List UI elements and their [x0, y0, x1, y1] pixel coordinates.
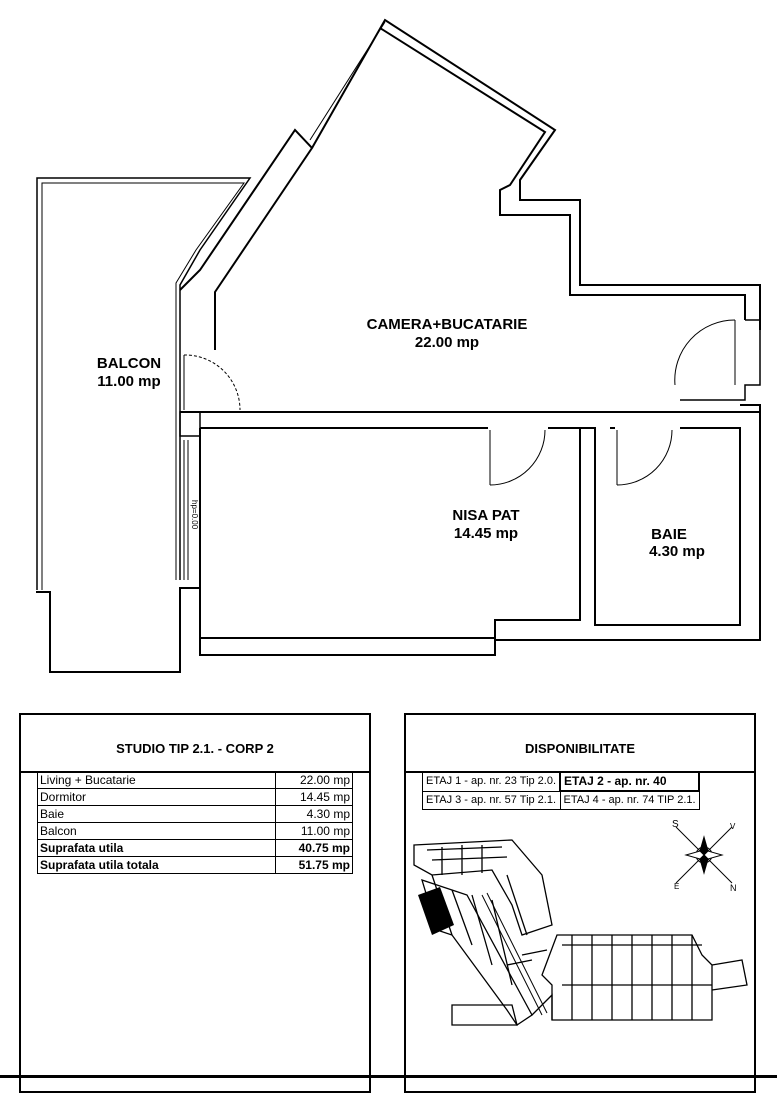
room-area-balcony: 11.00 mp [97, 373, 161, 390]
table-row [38, 806, 353, 823]
exterior-wall [180, 130, 312, 350]
availability-title: DISPONIBILITATE [524, 741, 636, 756]
room-area-bath: 4.30 mp [649, 543, 705, 560]
bottom-border [0, 1075, 777, 1078]
entrance-frame [680, 320, 760, 400]
compass-v: V [730, 822, 736, 831]
room-name-living: CAMERA+BUCATARIE [366, 316, 528, 333]
wall-column [180, 412, 200, 436]
floor-cell: ETAJ 1 - ap. nr. 23 Tip 2.0. [423, 772, 561, 791]
floor-cell: ETAJ 4 - ap. nr. 74 TIP 2.1. [560, 791, 699, 810]
compass-e: E [674, 882, 680, 891]
summary-title: STUDIO TIP 2.1. - CORP 2 [116, 741, 274, 756]
row-value: 11.00 mp [276, 823, 353, 840]
table-row [38, 823, 353, 840]
door-swing-bath [617, 430, 672, 485]
row-label: Balcon [38, 823, 276, 840]
floor-cell: ETAJ 3 - ap. nr. 57 Tip 2.1. [423, 791, 561, 810]
door-swing-balcony [184, 355, 240, 410]
areas-table [37, 771, 353, 874]
table-row [38, 772, 353, 789]
summary-panel [19, 713, 371, 1093]
row-value: 4.30 mp [276, 806, 353, 823]
row-value: 14.45 mp [276, 789, 353, 806]
window-line [310, 22, 385, 140]
bedroom-wall [200, 428, 580, 638]
door-swing-bedroom [490, 430, 545, 485]
exterior-wall-3 [380, 28, 745, 320]
room-name-bedroom: NISA PAT [452, 507, 520, 524]
compass-s: S [672, 819, 679, 830]
table-row [38, 789, 353, 806]
highlighted-apartment [418, 887, 454, 935]
availability-table [422, 771, 700, 810]
total-row [38, 857, 353, 874]
row-label: Dormitor [38, 789, 276, 806]
compass-n: N [730, 883, 737, 893]
interior-wall-3 [548, 428, 740, 625]
room-name-balcony: BALCON [96, 355, 162, 372]
room-area-bedroom: 14.45 mp [453, 525, 519, 542]
exterior-wall-2 [312, 20, 760, 330]
table-row [423, 791, 700, 810]
total-value: 40.75 mp [276, 840, 353, 857]
room-name-bath: BAIE [651, 526, 687, 543]
table-row [423, 772, 700, 791]
total-label: Suprafata utila totala [38, 857, 276, 874]
total-value: 51.75 mp [276, 857, 353, 874]
floor-cell-current: ETAJ 2 - ap. nr. 40 [560, 772, 699, 791]
key-plan [412, 835, 752, 1035]
room-area-living: 22.00 mp [414, 334, 480, 351]
row-label: Baie [38, 806, 276, 823]
row-label: Living + Bucatarie [38, 772, 276, 789]
row-value: 22.00 mp [276, 772, 353, 789]
level-mark: hp=0.00 [190, 500, 199, 530]
total-label: Suprafata utila [38, 840, 276, 857]
door-swing-entrance [675, 320, 735, 385]
availability-panel [404, 713, 756, 1093]
total-row [38, 840, 353, 857]
